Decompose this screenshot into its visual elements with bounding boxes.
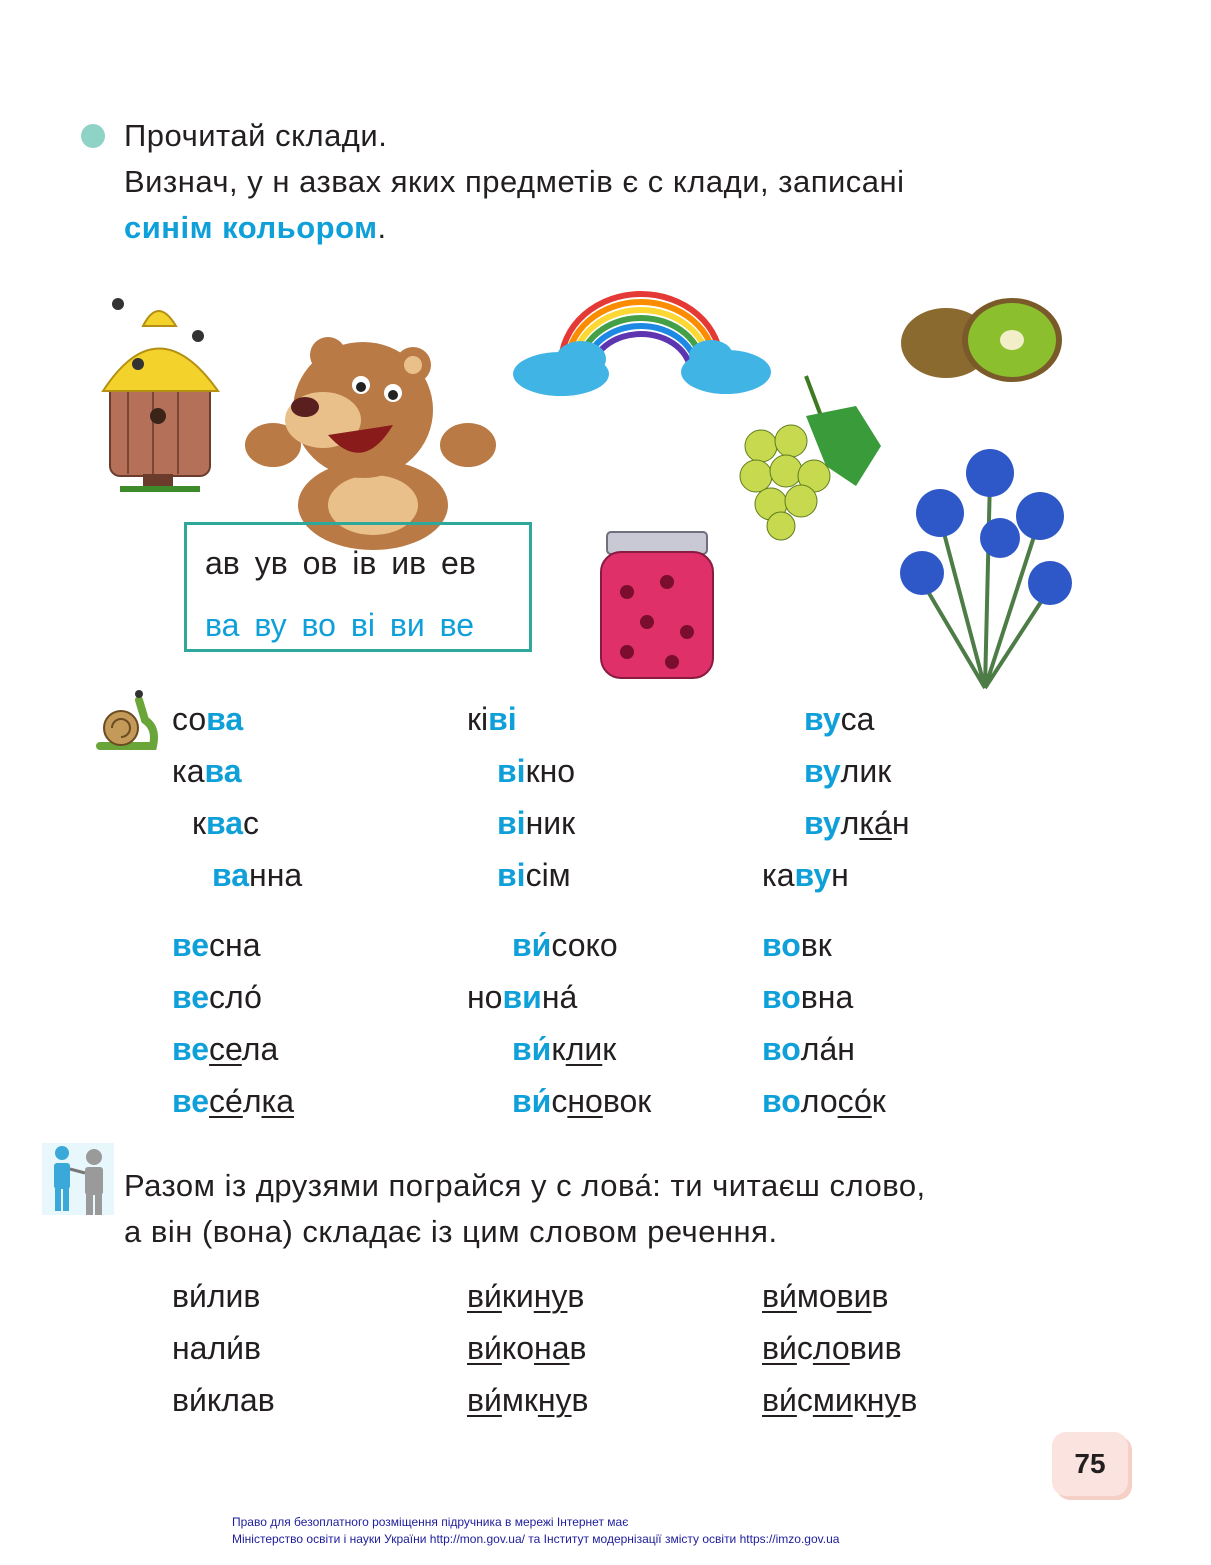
list-item: весло́ [172, 979, 262, 1015]
game-line-1: Разом із друзями пограйся у с лова́: ти читаєш слово, [124, 1168, 926, 1203]
list-item: ванна [212, 857, 303, 893]
list-item: вуса [804, 701, 875, 737]
list-item: вулик [804, 753, 892, 789]
instruction-line-1: Прочитай склади. [124, 118, 388, 153]
instruction-line-2: Визнач, у н азвах яких предметів є с клади, записані [124, 164, 905, 199]
list-item: ви́клав [172, 1382, 275, 1418]
beehive-icon [98, 286, 223, 501]
jam-jar-icon [597, 522, 717, 682]
list-item: вовна [762, 979, 854, 1015]
list-item: вовк [762, 927, 832, 963]
kiwi-icon [894, 268, 1068, 426]
list-item: ви́сновок [512, 1083, 652, 1119]
list-item: вікно [497, 753, 576, 789]
list-item: ви́смикнув [762, 1382, 918, 1418]
syllables-row-1: ав ув ов ів ив ев [205, 545, 476, 581]
list-item: ви́конав [467, 1330, 587, 1366]
list-item: вісім [497, 857, 571, 893]
syllable-box [184, 522, 532, 652]
list-item: ви́мкнув [467, 1382, 589, 1418]
list-item: сова [172, 701, 244, 737]
list-item: ви́кинув [467, 1278, 585, 1314]
list-item: кавун [762, 857, 849, 893]
list-item: квас [192, 805, 260, 841]
list-item: ви́словив [762, 1330, 902, 1366]
list-item: весела [172, 1031, 279, 1067]
list-item: волосо́к [762, 1083, 886, 1119]
list-item: весе́лка [172, 1083, 295, 1119]
list-item: ви́мовив [762, 1278, 889, 1314]
list-item: вола́н [762, 1031, 855, 1067]
footer-line-2: Міністерство освіти і науки України http://mon.gov.ua/ та Інститут модернізації змісту освіти https://imzo.gov.ua [232, 1532, 840, 1546]
footer-line-1: Право для безоплатного розміщення підручника в мережі Інтернет має [232, 1515, 629, 1529]
friends-icon [42, 1143, 114, 1215]
game-line-2: а він (вона) складає із цим словом речення. [124, 1214, 778, 1249]
page-number: 75 [1052, 1432, 1128, 1496]
list-item: вулка́н [804, 805, 910, 841]
bear-icon [243, 325, 496, 522]
blue-color-label: синім кольором [124, 210, 378, 245]
list-item: весна [172, 927, 261, 963]
list-item: ви́соко [512, 927, 618, 963]
list-item: кава [172, 753, 242, 789]
cornflower-icon [900, 438, 1070, 688]
list-item: ківі [467, 701, 517, 737]
list-item: ви́лив [172, 1278, 261, 1314]
grapes-icon [736, 376, 884, 542]
list-item: нали́в [172, 1330, 262, 1366]
list-item: віник [497, 805, 576, 841]
list-item: новина́ [467, 979, 578, 1015]
rainbow-icon [511, 294, 773, 402]
list-item: ви́клик [512, 1031, 617, 1067]
syllables-row-2: ва ву во ві ви ве [205, 607, 475, 643]
bullet-icon [81, 124, 105, 148]
instruction-line-3: синім кольором. [124, 210, 387, 245]
snail-icon [95, 688, 157, 750]
